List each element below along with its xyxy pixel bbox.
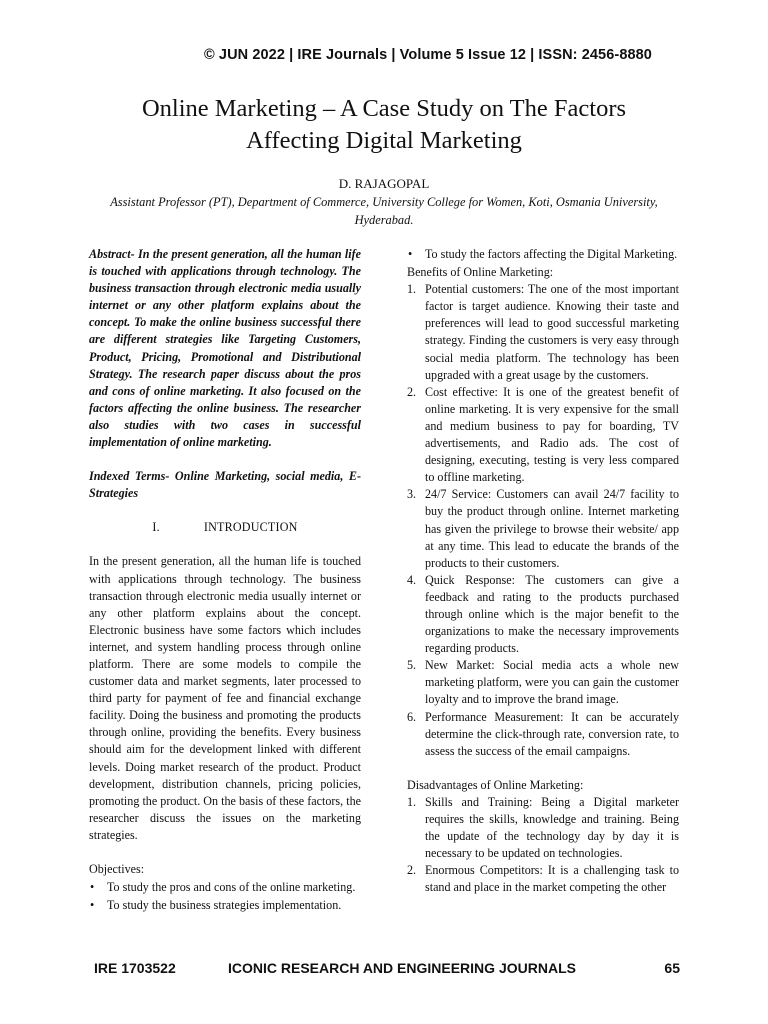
list-item [407,709,679,760]
item-number: 3. [407,487,417,502]
journal-header: © JUN 2022 | IRE Journals | Volume 5 Issue 12 | ISSN: 2456-8880 [204,47,652,63]
section-number: I. [152,520,160,535]
title-line-1: Online Marketing – A Case Study on The Factors [141,95,627,122]
indexed-terms: Indexed Terms- Online Marketing, social media, E-Strategies [89,469,361,501]
disadvantages-list [407,794,679,897]
list-item [407,281,679,384]
right-column [407,246,679,913]
objectives-list-continued [407,246,679,263]
item-text: 24/7 Service: Customers can avail 24/7 facility to buy the product through online. Internet marketing has given the privilege to browse their website/ app at any time. This lead to educate the brands of the products to their customers. [425,487,679,570]
list-item: • To study the business strategies implementation. [89,897,361,914]
page-footer [88,960,680,978]
benefits-heading: Benefits of Online Marketing: [407,265,554,280]
item-text: Potential customers: The one of the most important factor is target audience. Knowing their taste and preferences will lead to good successful marketing strategy. Finding the customers is very easy through social media platform. The technology has been upgraded with a great usage by the customers. [425,282,679,382]
objectives-list [89,879,361,914]
list-item [407,384,679,487]
item-text: Skills and Training: Being a Digital marketer requires the skills, knowledge and training. Being the update of the technology day by day it is necessary to be updated on technologies. [425,794,679,861]
objectives-heading: Objectives: [89,862,145,876]
list-item [407,657,679,708]
item-number: 6. [407,709,417,724]
item-number: 2. [407,384,417,399]
section-title: INTRODUCTION [203,520,298,535]
abstract: Abstract- In the present generation, all the human life is touched with applications through technology. The business transaction through electronic media usually internet or any other platform explains about the concept. To make the online business successful there are different strategies like Targeting Customers, Product, Pricing, Promotional and Distributional Strategy. The research paper discuss about the pros and cons of online marketing. It also focused on the factors affecting the online business. The researcher also studies with two cases in successful implementation of online marketing. [89,247,361,450]
item-text: Cost effective: It is one of the greatest benefit of online marketing. It is very expensive for the small and medium business to pay for boarding, TV advertisements, and Radio ads. The cost of designing, executing, testing is very less compared to offline marketing. [425,384,679,485]
left-column [89,246,361,915]
title-line-2: Affecting Digital Marketing [246,127,522,154]
item-number: 2. [407,863,417,878]
item-number: 4. [407,572,417,587]
list-item [407,572,679,657]
page-number: 65 [664,960,680,976]
paper-title [84,93,684,157]
section-heading [89,519,361,536]
footer-code: IRE 1703522 [94,960,176,976]
footer-journal-name: ICONIC RESEARCH AND ENGINEERING JOURNALS [228,960,576,976]
item-text: Enormous Competitors: It is a challenging task to stand and place in the market competing the other [425,863,679,895]
item-text: Performance Measurement: It can be accurately determine the click-through rate, conversion rate, to assess the success of the email campaigns. [425,709,679,758]
item-number: 5. [407,658,417,673]
author-affiliation: Assistant Professor (PT), Department of Commerce, University College for Women, Koti, Osmania University, Hyderabad. [110,195,658,227]
list-item [407,862,679,896]
item-number: 1. [407,282,417,297]
list-item: • To study the pros and cons of the online marketing. [89,879,361,896]
list-item: • To study the factors affecting the Digital Marketing. [407,246,679,263]
item-text: New Market: Social media acts a whole new marketing platform, were you can gain the customer loyalty and to improve the brand image. [425,658,679,707]
list-item [407,486,679,571]
author-name: D. RAJAGOPAL [338,176,430,191]
benefits-list [407,281,679,760]
item-number: 1. [407,794,417,809]
disadvantages-heading: Disadvantages of Online Marketing: [407,777,584,792]
list-item [407,794,679,862]
item-text: Quick Response: The customers can give a feedback and rating to the products purchased through online which is the major benefit to the organizations to make the necessary improvements regarding products. [425,572,679,656]
intro-paragraph: In the present generation, all the human life is touched with applications through technology. The business transaction through electronic media usually internet or any other platform explains about the concept. Electronic business have some factors which includes internet, and system handling process through online platform. There are some models to compile the customer data and market segments, later processed to third party for payment of fee and financial exchange facility. Doing the business and promoting the products through online, providing the benefits. Every business should aim for the development linked with different levels. Doing market research of the product. Product development, distribution channels, pricing policies, promoting the product. On the basis of these factors, the researcher discuss the issues on the marketing strategies. [89,554,361,842]
